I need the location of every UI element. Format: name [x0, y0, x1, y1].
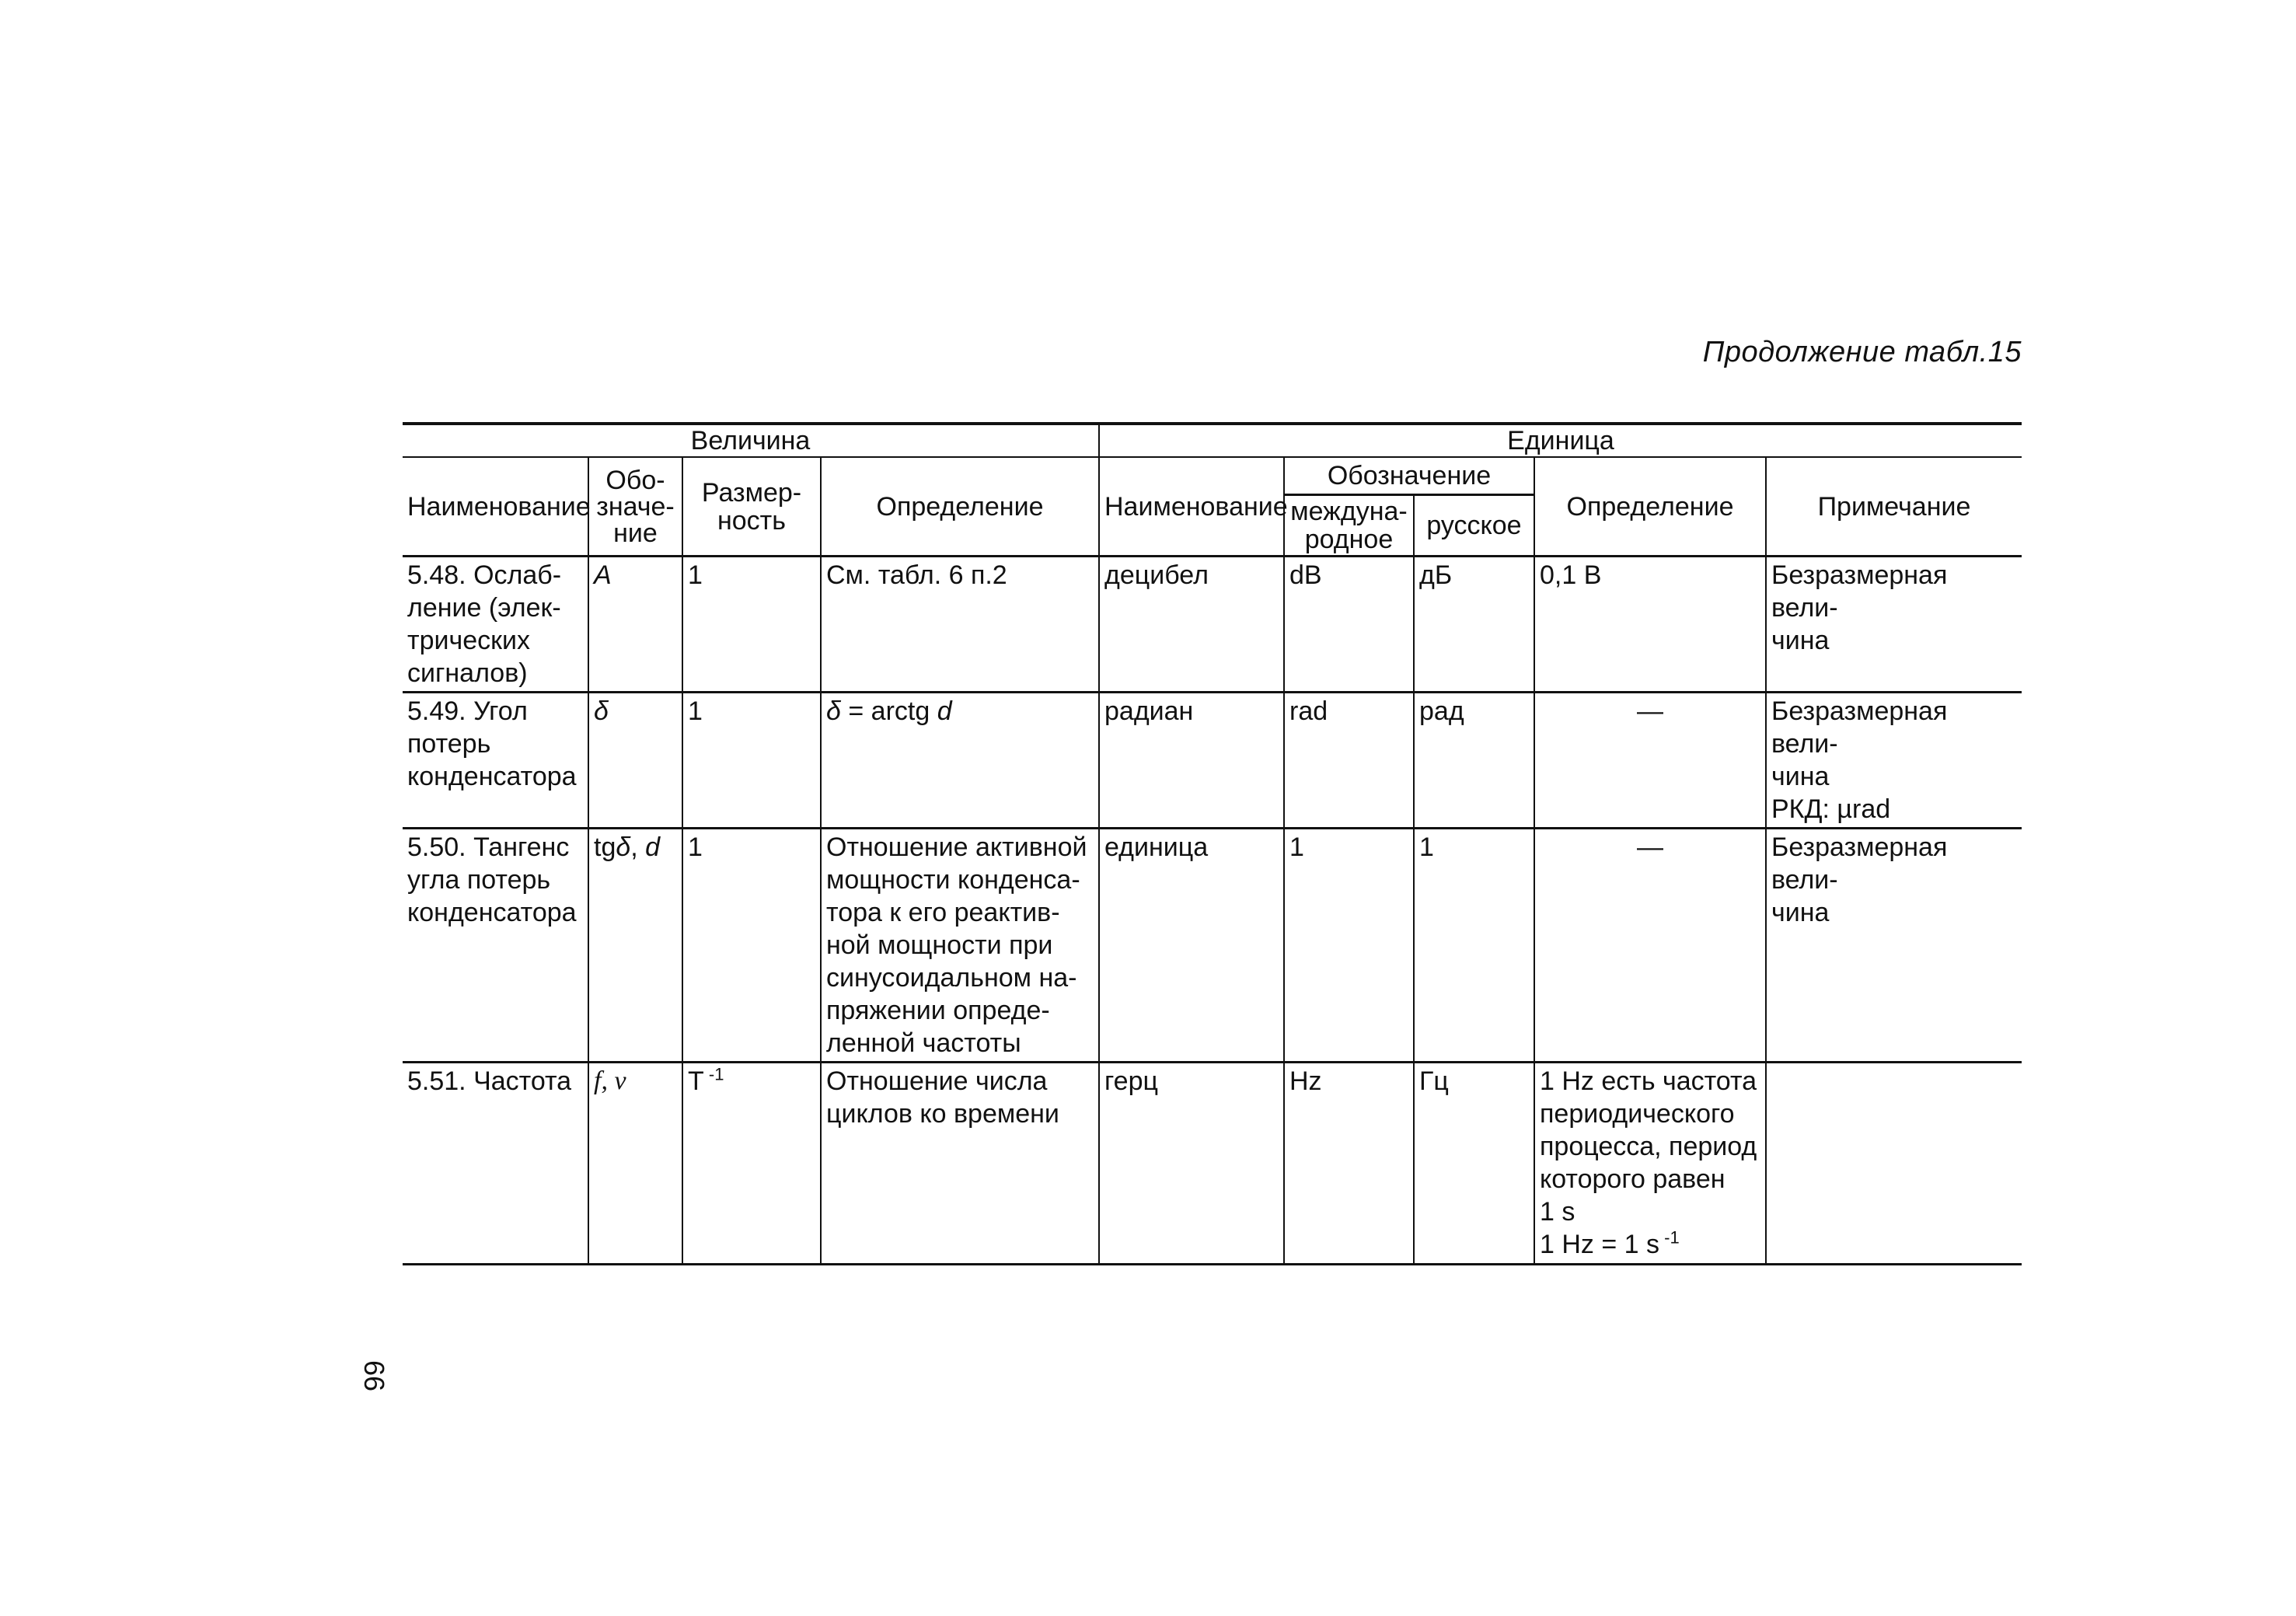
- header-unit-name: Наименование: [1099, 457, 1284, 557]
- quantity-dimension: 1: [682, 693, 821, 829]
- quantity-definition: См. табл. 6 п.2: [821, 557, 1099, 693]
- unit-russian: 1: [1414, 829, 1534, 1063]
- dimension-base: T: [688, 1066, 704, 1096]
- unit-note: [1766, 1063, 2022, 1265]
- header-unit-note: Примечание: [1766, 457, 2022, 557]
- unit-definition: —: [1534, 829, 1766, 1063]
- definition-variable: d: [937, 696, 952, 726]
- unit-russian: Гц: [1414, 1063, 1534, 1265]
- unit-note: Безразмерная вели- чина: [1766, 829, 2022, 1063]
- header-unit-group: Единица: [1099, 424, 2022, 457]
- delta-symbol: δ: [616, 832, 631, 862]
- definition-formula: = arctg: [840, 696, 937, 726]
- unit-note: Безразмерная вели- чина РКД: µrad: [1766, 693, 2022, 829]
- header-unit-definition: Определение: [1534, 457, 1766, 557]
- quantity-definition: [821, 693, 1099, 829]
- unit-definition: 0,1 B: [1534, 557, 1766, 693]
- header-quantity-symbol: Обо- значе- ние: [588, 457, 682, 557]
- table-row: [403, 557, 2022, 693]
- quantity-symbol: [588, 829, 682, 1063]
- unit-international: dB: [1284, 557, 1414, 693]
- unit-name: децибел: [1099, 557, 1284, 693]
- header-unit-international: междуна- родное: [1284, 495, 1414, 557]
- unit-name: единица: [1099, 829, 1284, 1063]
- unit-international: Hz: [1284, 1063, 1414, 1265]
- table-row: [403, 693, 2022, 829]
- header-quantity-dimension: Размер- ность: [682, 457, 821, 557]
- unit-definition-text: 1 Hz есть частота периодического процесса, период которого равен 1 s 1 Hz = 1 s: [1540, 1066, 1757, 1259]
- header-quantity-definition: Определение: [821, 457, 1099, 557]
- table-row: [403, 829, 2022, 1063]
- symbol-variable: d: [645, 832, 661, 862]
- unit-name: радиан: [1099, 693, 1284, 829]
- unit-russian: рад: [1414, 693, 1534, 829]
- table-caption: Продолжение табл.15: [1702, 336, 2022, 368]
- quantity-symbol: δ: [588, 693, 682, 829]
- quantity-name: 5.51. Частота: [403, 1063, 588, 1265]
- page-number: 66: [358, 1359, 390, 1392]
- unit-definition-exponent: -1: [1659, 1227, 1680, 1248]
- unit-note: Безразмерная вели- чина: [1766, 557, 2022, 693]
- quantity-dimension: [682, 1063, 821, 1265]
- quantity-definition: Отношение активной мощности конденса- тора к его реактив- ной мощности при синусоидальном на- пряжении опреде- ленной частоты: [821, 829, 1099, 1063]
- unit-russian: дБ: [1414, 557, 1534, 693]
- header-unit-designation: Обозначение: [1284, 457, 1534, 495]
- header-quantity-group: Величина: [403, 424, 1099, 457]
- header-quantity-name: Наименование: [403, 457, 588, 557]
- quantity-symbol: f, ν: [588, 1063, 682, 1265]
- table-row: [403, 1063, 2022, 1265]
- unit-name: герц: [1099, 1063, 1284, 1265]
- symbol-separator: ,: [630, 832, 646, 862]
- quantities-table: [403, 422, 2022, 1265]
- quantity-name: 5.48. Ослаб- ление (элек- трических сигналов): [403, 557, 588, 693]
- unit-definition: —: [1534, 693, 1766, 829]
- quantity-name: 5.49. Угол потерь конденсатора: [403, 693, 588, 829]
- quantity-definition: Отношение числа циклов ко времени: [821, 1063, 1099, 1265]
- quantity-name: 5.50. Тангенс угла потерь конденсатора: [403, 829, 588, 1063]
- quantity-dimension: 1: [682, 829, 821, 1063]
- dimension-exponent: -1: [703, 1064, 724, 1084]
- quantity-dimension: 1: [682, 557, 821, 693]
- unit-international: rad: [1284, 693, 1414, 829]
- tg-prefix: tg: [594, 832, 616, 862]
- unit-definition: [1534, 1063, 1766, 1265]
- quantity-symbol: A: [588, 557, 682, 693]
- unit-international: 1: [1284, 829, 1414, 1063]
- delta-symbol: δ: [826, 696, 841, 726]
- header-unit-russian: русское: [1414, 495, 1534, 557]
